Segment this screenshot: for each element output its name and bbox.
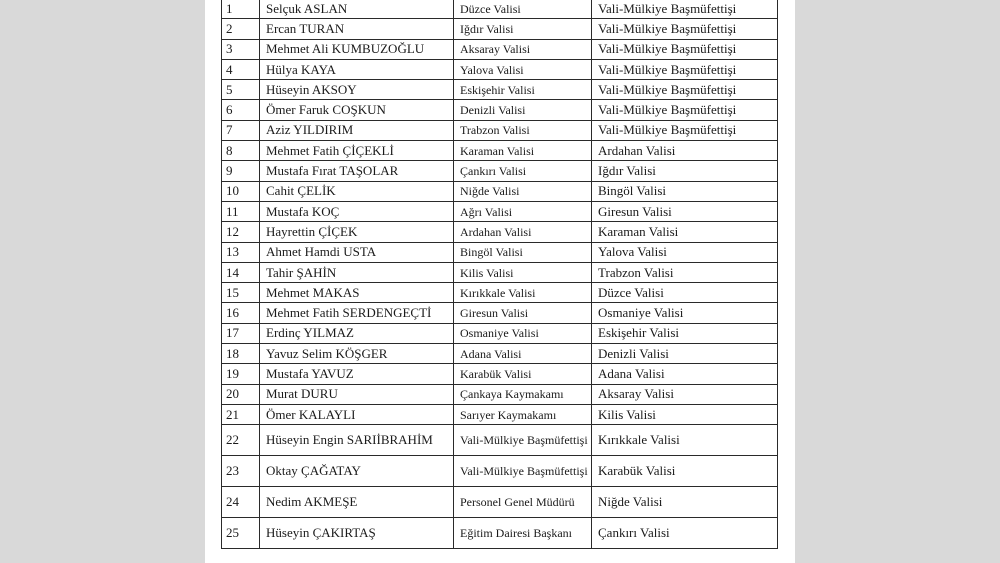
row-number: 16 — [222, 303, 260, 323]
current-position: Kırıkkale Valisi — [454, 283, 592, 303]
table-row — [222, 364, 778, 384]
row-number: 20 — [222, 384, 260, 404]
current-position: Aksaray Valisi — [454, 39, 592, 59]
person-name: Hüseyin ÇAKIRTAŞ — [260, 518, 454, 549]
row-number: 1 — [222, 0, 260, 19]
current-position: Niğde Valisi — [454, 181, 592, 201]
table-row — [222, 39, 778, 59]
current-position: Düzce Valisi — [454, 0, 592, 19]
current-position: Bingöl Valisi — [454, 242, 592, 262]
new-position: Çankırı Valisi — [592, 518, 778, 549]
row-number: 9 — [222, 161, 260, 181]
person-name: Murat DURU — [260, 384, 454, 404]
table-row — [222, 344, 778, 364]
table-row — [222, 161, 778, 181]
current-position: Sarıyer Kaymakamı — [454, 404, 592, 424]
new-position: Vali-Mülkiye Başmüfettişi — [592, 0, 778, 19]
person-name: Yavuz Selim KÖŞGER — [260, 344, 454, 364]
current-position: Çankaya Kaymakamı — [454, 384, 592, 404]
person-name: Hayrettin ÇİÇEK — [260, 222, 454, 242]
new-position: Vali-Mülkiye Başmüfettişi — [592, 19, 778, 39]
row-number: 24 — [222, 487, 260, 518]
table-row — [222, 518, 778, 549]
new-position: Bingöl Valisi — [592, 181, 778, 201]
person-name: Nedim AKMEŞE — [260, 487, 454, 518]
row-number: 15 — [222, 283, 260, 303]
table-row — [222, 120, 778, 140]
row-number: 7 — [222, 120, 260, 140]
row-number: 14 — [222, 262, 260, 282]
row-number: 21 — [222, 404, 260, 424]
new-position: Trabzon Valisi — [592, 262, 778, 282]
table-row — [222, 222, 778, 242]
row-number: 6 — [222, 100, 260, 120]
person-name: Hüseyin Engin SARIİBRAHİM — [260, 425, 454, 456]
current-position: Eğitim Dairesi Başkanı — [454, 518, 592, 549]
person-name: Ömer KALAYLI — [260, 404, 454, 424]
new-position: Giresun Valisi — [592, 201, 778, 221]
current-position: Eskişehir Valisi — [454, 80, 592, 100]
row-number: 2 — [222, 19, 260, 39]
current-position: Vali-Mülkiye Başmüfettişi — [454, 425, 592, 456]
table-row — [222, 181, 778, 201]
person-name: Erdinç YILMAZ — [260, 323, 454, 343]
current-position: Ağrı Valisi — [454, 201, 592, 221]
table-row — [222, 425, 778, 456]
table-row — [222, 404, 778, 424]
person-name: Mehmet MAKAS — [260, 283, 454, 303]
new-position: Vali-Mülkiye Başmüfettişi — [592, 100, 778, 120]
new-position: Vali-Mülkiye Başmüfettişi — [592, 39, 778, 59]
person-name: Tahir ŞAHİN — [260, 262, 454, 282]
table-row — [222, 242, 778, 262]
person-name: Selçuk ASLAN — [260, 0, 454, 19]
new-position: Karaman Valisi — [592, 222, 778, 242]
row-number: 13 — [222, 242, 260, 262]
person-name: Hüseyin AKSOY — [260, 80, 454, 100]
current-position: Ardahan Valisi — [454, 222, 592, 242]
person-name: Mustafa KOÇ — [260, 201, 454, 221]
row-number: 18 — [222, 344, 260, 364]
person-name: Hülya KAYA — [260, 59, 454, 79]
person-name: Mustafa YAVUZ — [260, 364, 454, 384]
table-row — [222, 100, 778, 120]
current-position: Kilis Valisi — [454, 262, 592, 282]
current-position: Trabzon Valisi — [454, 120, 592, 140]
current-position: Adana Valisi — [454, 344, 592, 364]
row-number: 17 — [222, 323, 260, 343]
new-position: Aksaray Valisi — [592, 384, 778, 404]
row-number: 25 — [222, 518, 260, 549]
new-position: Karabük Valisi — [592, 456, 778, 487]
new-position: Vali-Mülkiye Başmüfettişi — [592, 120, 778, 140]
new-position: Denizli Valisi — [592, 344, 778, 364]
current-position: Yalova Valisi — [454, 59, 592, 79]
table-row — [222, 0, 778, 19]
row-number: 19 — [222, 364, 260, 384]
document-page — [205, 0, 795, 563]
new-position: Eskişehir Valisi — [592, 323, 778, 343]
current-position: Osmaniye Valisi — [454, 323, 592, 343]
table-row — [222, 487, 778, 518]
person-name: Mustafa Fırat TAŞOLAR — [260, 161, 454, 181]
appointments-table — [221, 0, 778, 549]
table-row — [222, 262, 778, 282]
new-position: Iğdır Valisi — [592, 161, 778, 181]
new-position: Osmaniye Valisi — [592, 303, 778, 323]
row-number: 4 — [222, 59, 260, 79]
person-name: Mehmet Fatih SERDENGEÇTİ — [260, 303, 454, 323]
person-name: Mehmet Fatih ÇİÇEKLİ — [260, 141, 454, 161]
current-position: Iğdır Valisi — [454, 19, 592, 39]
table-row — [222, 283, 778, 303]
current-position: Vali-Mülkiye Başmüfettişi — [454, 456, 592, 487]
current-position: Denizli Valisi — [454, 100, 592, 120]
person-name: Cahit ÇELİK — [260, 181, 454, 201]
row-number: 5 — [222, 80, 260, 100]
appointments-table-body — [222, 0, 778, 549]
current-position: Personel Genel Müdürü — [454, 487, 592, 518]
table-row — [222, 80, 778, 100]
table-row — [222, 456, 778, 487]
new-position: Ardahan Valisi — [592, 141, 778, 161]
row-number: 3 — [222, 39, 260, 59]
current-position: Giresun Valisi — [454, 303, 592, 323]
current-position: Karabük Valisi — [454, 364, 592, 384]
new-position: Yalova Valisi — [592, 242, 778, 262]
new-position: Adana Valisi — [592, 364, 778, 384]
new-position: Düzce Valisi — [592, 283, 778, 303]
row-number: 11 — [222, 201, 260, 221]
person-name: Ömer Faruk COŞKUN — [260, 100, 454, 120]
new-position: Vali-Mülkiye Başmüfettişi — [592, 59, 778, 79]
table-row — [222, 59, 778, 79]
person-name: Aziz YILDIRIM — [260, 120, 454, 140]
row-number: 8 — [222, 141, 260, 161]
new-position: Kilis Valisi — [592, 404, 778, 424]
table-row — [222, 303, 778, 323]
row-number: 22 — [222, 425, 260, 456]
new-position: Kırıkkale Valisi — [592, 425, 778, 456]
table-row — [222, 19, 778, 39]
person-name: Ercan TURAN — [260, 19, 454, 39]
person-name: Ahmet Hamdi USTA — [260, 242, 454, 262]
current-position: Karaman Valisi — [454, 141, 592, 161]
person-name: Mehmet Ali KUMBUZOĞLU — [260, 39, 454, 59]
person-name: Oktay ÇAĞATAY — [260, 456, 454, 487]
table-row — [222, 141, 778, 161]
new-position: Niğde Valisi — [592, 487, 778, 518]
table-row — [222, 323, 778, 343]
row-number: 10 — [222, 181, 260, 201]
new-position: Vali-Mülkiye Başmüfettişi — [592, 80, 778, 100]
row-number: 12 — [222, 222, 260, 242]
table-row — [222, 384, 778, 404]
table-row — [222, 201, 778, 221]
row-number: 23 — [222, 456, 260, 487]
current-position: Çankırı Valisi — [454, 161, 592, 181]
